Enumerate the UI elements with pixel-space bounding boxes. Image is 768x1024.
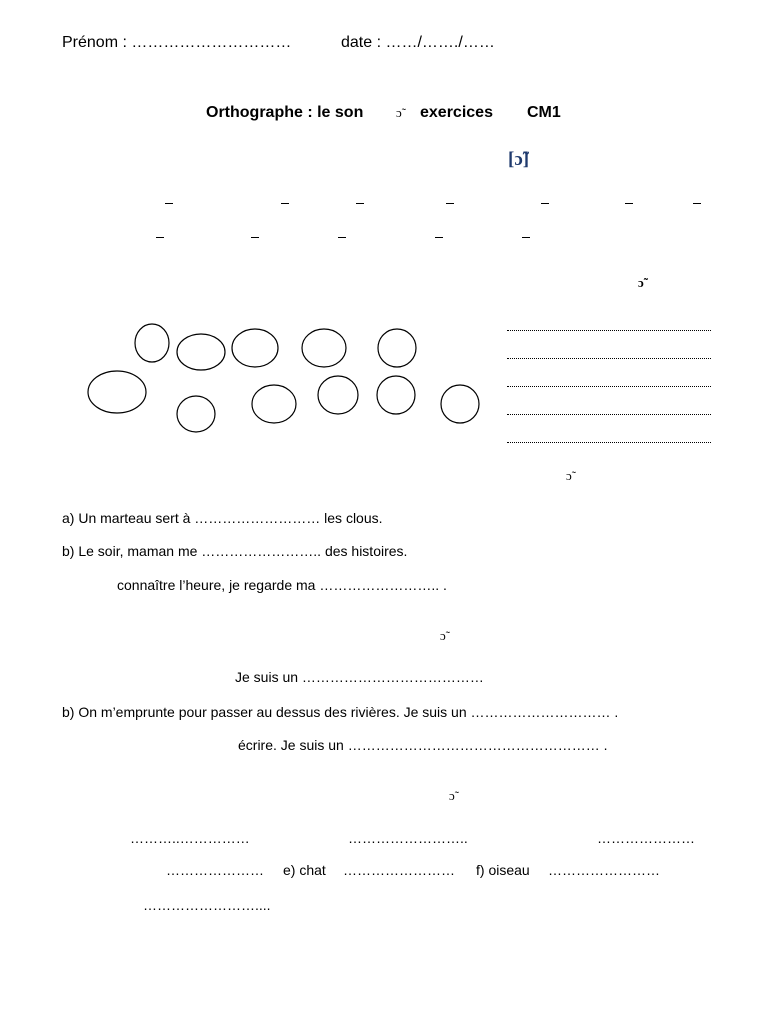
ex2-phonetic-symbol: ɔ̃	[638, 275, 644, 290]
syllable-ellipse	[302, 329, 346, 367]
answer-line[interactable]	[507, 358, 711, 359]
page-title-part2: exercices	[420, 104, 493, 121]
date-field: date : ……/……./……	[341, 34, 495, 51]
syllable-ellipse	[318, 376, 358, 414]
phonetic-heading: [ɔ̃]	[508, 149, 530, 170]
ex4-riddle-a: Je suis un …………………………………	[235, 669, 484, 685]
ex5-blank: ……………………....	[143, 897, 271, 913]
title-phonetic-symbol: ɔ̃	[396, 105, 402, 120]
ex3-sentence-b: b) Le soir, maman me …………………….. des histoires.	[62, 543, 408, 559]
ex5-phonetic-symbol: ɔ̃	[449, 788, 455, 803]
answer-line[interactable]	[507, 386, 711, 387]
ex5-blank: ……………………..	[348, 830, 468, 846]
syllable-ellipse	[177, 396, 215, 432]
ex5-blank: ………..……………	[130, 830, 250, 846]
syllable-ellipse	[377, 376, 415, 414]
ex4-riddle-b: b) On m’emprunte pour passer au dessus des rivières. Je suis un ………………………… .	[62, 704, 619, 720]
prenom-field: Prénom : …………………………	[62, 34, 292, 51]
ex3-phonetic-symbol: ɔ̃	[566, 468, 572, 483]
answer-line[interactable]	[507, 330, 711, 331]
ex4-riddle-c: écrire. Je suis un ……………………………………………… .	[238, 737, 608, 753]
ex3-sentence-c: connaître l’heure, je regarde ma …………………….. .	[117, 577, 447, 593]
ex5-blank: …………………	[166, 862, 264, 878]
syllable-ellipse	[232, 329, 278, 367]
syllable-ellipse	[135, 324, 169, 362]
syllable-ellipse	[252, 385, 296, 423]
syllable-ellipse	[378, 329, 416, 367]
syllable-ellipse	[88, 371, 146, 413]
ex5-blank: …………………	[597, 830, 695, 846]
syllable-ellipse	[177, 334, 225, 370]
answer-line[interactable]	[507, 414, 711, 415]
ex5-item-f: f) oiseau	[476, 862, 530, 878]
page-title-part1: Orthographe : le son	[206, 104, 364, 121]
syllable-ellipse	[441, 385, 479, 423]
answer-line[interactable]	[507, 442, 711, 443]
ex3-sentence-a: a) Un marteau sert à ……………………… les clous.	[62, 510, 383, 526]
ex5-blank: ……………………	[343, 862, 455, 878]
ex5-item-e: e) chat	[283, 862, 326, 878]
ex5-blank: ……………………	[548, 862, 660, 878]
ex4-phonetic-symbol: ɔ̃	[440, 628, 446, 643]
page-title-level: CM1	[527, 104, 561, 121]
